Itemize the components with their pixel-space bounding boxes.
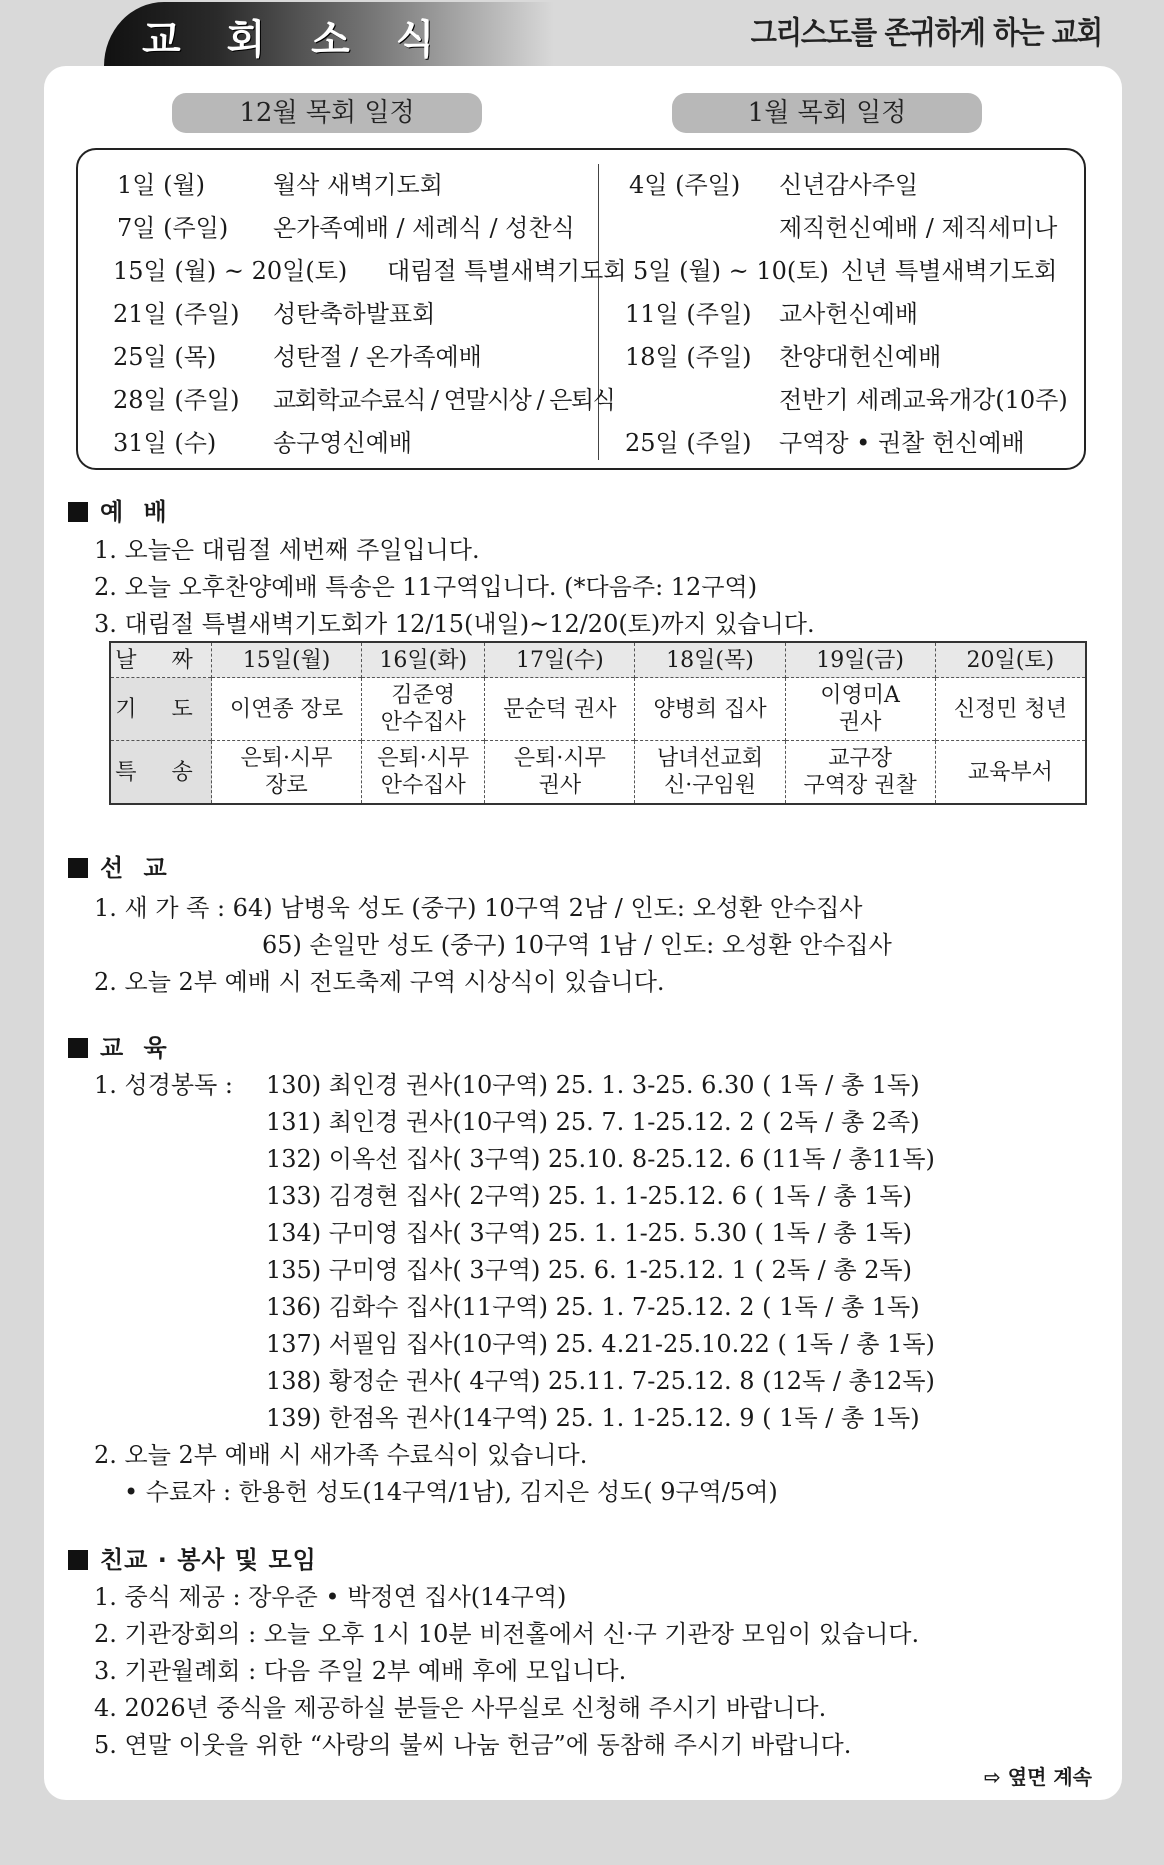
list-item: 138) 황정순 권사( 4구역) 25.11. 7-25.12. 8 (12독 / 총12독) xyxy=(266,1367,935,1395)
schedule-item: 31일 (수) 송구영신예배 xyxy=(113,429,413,457)
square-bullet-icon xyxy=(68,1038,88,1058)
list-item: 131) 최인경 권사(10구역) 25. 7. 1-25.12. 2 ( 2독 / 총 2족) xyxy=(266,1108,920,1136)
education-item: 2. 오늘 2부 예배 시 새가족 수료식이 있습니다. xyxy=(94,1441,588,1469)
church-slogan: 그리스도를 존귀하게 하는 교회 xyxy=(750,16,1102,52)
schedule-item: 전반기 세례교육개강(10주) xyxy=(779,386,1068,414)
schedule-item: 25일 (주일) 구역장 • 권찰 헌신예배 xyxy=(625,429,1025,457)
schedule-item: 제직헌신예배 / 제직세미나 xyxy=(779,214,1058,242)
worship-heading: 예 배 xyxy=(68,492,173,527)
table-row-special-song: 특 송 은퇴·시무 장로 은퇴·시무 안수집사 은퇴·시무 권사 남녀선교회 신·구임원 교구장 구역장 권찰 교육부서 xyxy=(110,741,1086,805)
graduates: • 수료자 : 한용헌 성도(14구역/1남), 김지은 성도( 9구역/5여) xyxy=(124,1478,778,1506)
worship-item: 3. 대림절 특별새벽기도회가 12/15(내일)~12/20(토)까지 있습니다. xyxy=(94,610,815,638)
mission-item: 2. 오늘 2부 예배 시 전도축제 구역 시상식이 있습니다. xyxy=(94,968,665,996)
list-item: 134) 구미영 집사( 3구역) 25. 1. 1-25. 5.30 ( 1독 / 총 1독) xyxy=(266,1219,912,1247)
list-item: 132) 이옥선 집사( 3구역) 25.10. 8-25.12. 6 (11독 / 총11독) xyxy=(266,1145,935,1173)
schedule-item: 28일 (주일) 교회학교수료식 / 연말시상 / 은퇴식 xyxy=(113,386,615,414)
square-bullet-icon xyxy=(68,858,88,878)
worship-item: 2. 오늘 오후찬양예배 특송은 11구역입니다. (*다음주: 12구역) xyxy=(94,573,758,601)
schedule-item: 15일 (월) ~ 20일(토) 대림절 특별새벽기도회 xyxy=(113,257,627,285)
fellowship-item: 5. 연말 이웃을 위한 “사랑의 불씨 나눔 헌금”에 동참해 주시기 바랍니다. xyxy=(94,1731,852,1759)
bible-reading-label: 1. 성경봉독 : xyxy=(94,1071,233,1099)
table-row-prayer: 기 도 이연종 장로 김준영 안수집사 문순덕 권사 양병희 집사 이영미A 권사 신정민 청년 xyxy=(110,678,1086,741)
list-item: 139) 한점옥 권사(14구역) 25. 1. 1-25.12. 9 ( 1독 / 총 1독) xyxy=(266,1404,920,1432)
list-item: 130) 최인경 권사(10구역) 25. 1. 3-25. 6.30 ( 1독 / 총 1독) xyxy=(266,1071,920,1099)
square-bullet-icon xyxy=(68,502,88,522)
schedule-item: 5일 (월) ~ 10(토) 신년 특별새벽기도회 xyxy=(633,257,1058,285)
mission-item: 1. 새 가 족 : 64) 남병욱 성도 (중구) 10구역 2남 / 인도: 오성환 안수집사 xyxy=(94,894,863,922)
mission-item: 65) 손일만 성도 (중구) 10구역 1남 / 인도: 오성환 안수집사 xyxy=(262,931,892,959)
education-heading: 교 육 xyxy=(68,1028,173,1063)
schedule-item: 1일 (월) 월삭 새벽기도회 xyxy=(117,171,443,199)
square-bullet-icon xyxy=(68,1550,88,1570)
mission-heading: 선 교 xyxy=(68,848,173,883)
arrow-right-icon: ⇨ xyxy=(984,1765,1001,1789)
worship-item: 1. 오늘은 대림절 세번째 주일입니다. xyxy=(94,536,480,564)
december-schedule-title: 12월 목회 일정 xyxy=(172,93,482,133)
schedule-item: 25일 (목) 성탄절 / 온가족예배 xyxy=(113,343,482,371)
list-item: 137) 서필임 집사(10구역) 25. 4.21-25.10.22 ( 1독 / 총 1독) xyxy=(266,1330,935,1358)
fellowship-item: 3. 기관월례회 : 다음 주일 2부 예배 후에 모입니다. xyxy=(94,1657,627,1685)
page-title: 교 회 소 식 xyxy=(142,17,451,63)
fellowship-item: 4. 2026년 중식을 제공하실 분들은 사무실로 신청해 주시기 바랍니다. xyxy=(94,1694,827,1722)
schedule-item: 7일 (주일) 온가족예배 / 세례식 / 성찬식 xyxy=(117,214,575,242)
list-item: 133) 김경현 집사( 2구역) 25. 1. 1-25.12. 6 ( 1독 / 총 1독) xyxy=(266,1182,912,1210)
fellowship-item: 1. 중식 제공 : 장우준 • 박정연 집사(14구역) xyxy=(94,1583,567,1611)
table-row-dates: 날 짜 15일(월) 16일(화) 17일(수) 18일(목) 19일(금) 20일(토) xyxy=(110,642,1086,678)
fellowship-item: 2. 기관장회의 : 오늘 오후 1시 10분 비전홀에서 신·구 기관장 모임이 있습니다. xyxy=(94,1620,920,1648)
fellowship-heading: 친교 · 봉사 및 모임 xyxy=(68,1540,317,1575)
schedule-item: 4일 (주일) 신년감사주일 xyxy=(629,171,919,199)
dawn-prayer-table xyxy=(109,641,1087,805)
schedule-item: 18일 (주일) 찬양대헌신예배 xyxy=(625,343,942,371)
schedule-item: 11일 (주일) 교사헌신예배 xyxy=(625,300,919,328)
continued-next-page: ⇨ 옆면 계속 xyxy=(984,1765,1092,1789)
list-item: 135) 구미영 집사( 3구역) 25. 6. 1-25.12. 1 ( 2독 / 총 2독) xyxy=(266,1256,912,1284)
january-schedule-title: 1월 목회 일정 xyxy=(672,93,982,133)
list-item: 136) 김화수 집사(11구역) 25. 1. 7-25.12. 2 ( 1독 / 총 1독) xyxy=(266,1293,920,1321)
schedule-item: 21일 (주일) 성탄축하발표회 xyxy=(113,300,436,328)
